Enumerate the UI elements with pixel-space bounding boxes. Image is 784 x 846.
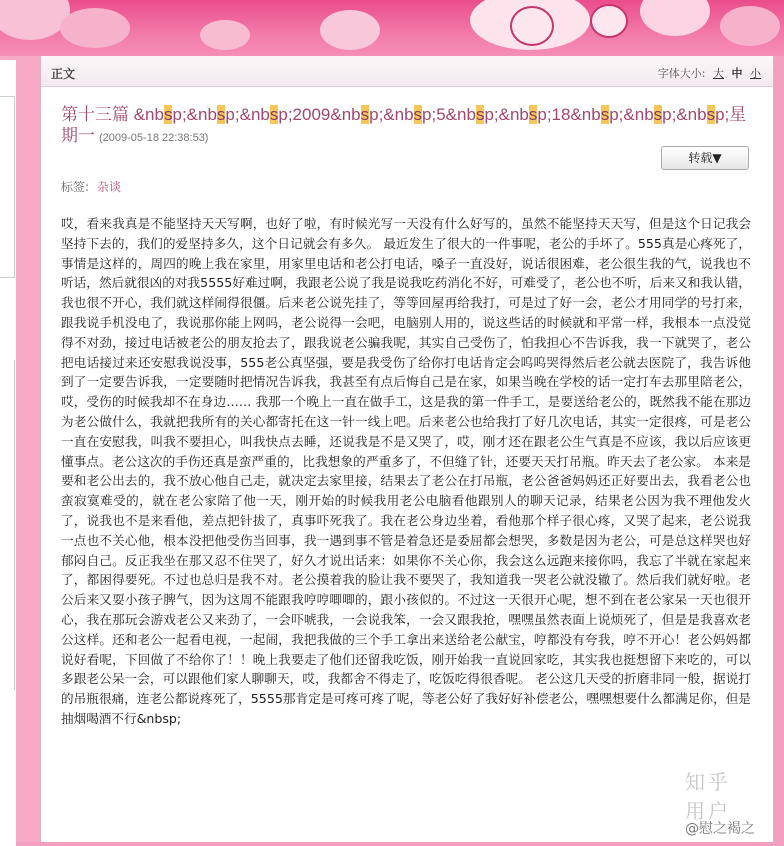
tags-label: 标签: (61, 180, 90, 194)
title-segment: p;&nb (609, 105, 654, 124)
title-segment: p;&nb (484, 105, 529, 124)
article-title (61, 104, 749, 149)
watermark (685, 770, 755, 838)
article-container (40, 56, 773, 842)
font-size-label: 字体大小: (657, 67, 706, 80)
title-highlight: s (706, 105, 716, 124)
font-size-small-link[interactable]: 小 (750, 67, 761, 80)
font-size-medium-link[interactable]: 中 (731, 67, 743, 80)
title-highlight: s (600, 105, 610, 124)
title-segment: p;星期一 (61, 105, 747, 145)
title-highlight: s (413, 105, 423, 124)
sidebar-module (0, 96, 15, 278)
title-segment: p;18&nb (537, 105, 601, 124)
title-segment: p;2009&nb (278, 105, 361, 124)
title-segment: p;5&nb (422, 105, 476, 124)
title-segment: p;&nb (662, 105, 707, 124)
title-segment: p;&nb (172, 105, 217, 124)
post-timestamp: (2009-05-18 22:38:53) (99, 132, 209, 144)
font-size-large-link[interactable]: 大 (713, 67, 724, 80)
title-highlight: s (360, 105, 370, 124)
section-label: 正文 (51, 67, 76, 81)
sidebar-module (0, 360, 15, 690)
title-highlight: s (475, 105, 485, 124)
article-toolbar (41, 56, 773, 87)
watermark-handle: @慰之褐之 (685, 821, 755, 837)
watermark-site: 知乎用户 (685, 770, 731, 823)
right-sidebar-strip (773, 56, 784, 842)
repost-button[interactable]: 转载▼ (661, 146, 749, 170)
tag-link[interactable]: 杂谈 (97, 180, 122, 194)
title-highlight: s (163, 105, 173, 124)
title-highlight: s (653, 105, 663, 124)
article-content (61, 104, 751, 726)
title-highlight: s (216, 105, 226, 124)
title-highlight: s (269, 105, 279, 124)
left-sidebar-panel (0, 60, 16, 846)
font-size-control (658, 65, 761, 81)
header-banner (0, 0, 784, 56)
title-segment: p;&nb (369, 105, 414, 124)
article-body: 哎，看来我真是不能坚持天天写啊，也好了啦，有时候光写一天没有什么好写的，虽然不能坚持天天写，但是这个日记我会坚持下去的，我们的爱坚持多久，这个日记就会有多久。 最近发生了很大的一件事呢，老公的手坏了。555真是心疼死了，事情是这样的，周四的晚上我在家里，用家里电话和老公打电话，嗓子一直没好，说话很困难，老公很生我的气，说我也不听话，然后就很凶的对我5555好难过啊，我跟老公说了我是说我吃药消化不好，可难受了，老公也不听，后来又和我认错，我也很不开心，我们就这样闹得很僵。后来老公说先挂了，等等回屋再给我打，可是过了好一会，老公才用同学的号打来，跟我说手机没电了，我说那你能上网吗，老公说得一会吧，电脑别人用的，说这些话的时候就和平常一样，我根本一点没觉得不对劲，接过电话被老公的朋友抢去了，跟我说老公骗我呢，其实自己受伤了，怕我担心不告诉我，我一下就哭了，老公把电话接过来还安慰我说没事，555老公真坚强，要是我受伤了给你打电话肯定会呜呜哭得然后老公就去医院了，我告诉他到了一定要告诉我，一定要随时把情况告诉我，我甚至有点后悔自己是在家，如果当晚在学校的话一定打车去那里陪老公，哎，受伤的时候我却不在身边…… 我那一个晚上一直在做手工，这是我的第一件手工，是要送给老公的，既然我不能在那边为老公做什么，我就把我所有的关心都寄托在这一针一线上吧。后来老公也给我打了好几次电话，其实一定很疼，可是老公一直在安慰我，叫我不要担心，叫我快点去睡，还说我是不是又哭了，哎，刚才还在跟老公生气真是不应该，我以后应该更懂事点。老公这次的手伤还真是蛮严重的，比我想象的严重多了，不但缝了针，还要天天打吊瓶。昨天去了老公家。 本来是要和老公出去的，我不放心他自己走，就决定去家里接，结果去了老公在打吊瓶，老公爸爸妈妈还正好要出去，我看老公也蛮寂寞难受的，就在老公家陪了他一天，刚开始的时候我用老公电脑看他跟别人的聊天记录，结果老公因为我不理他发火了，说我也不是来看他，差点把针拔了，真事吓死我了。我在老公身边坐着，看他那个样子很心疼，又哭了起来，老公说我一点也不关心他，根本没把他受伤当回事，我一遇到事不管是着急还是委屈都会想哭，多数是因为老公，可是总这样哭也好郁闷自己。反正我坐在那又忍不住哭了，好久才说出话来：如果你不关心你，我会这么远跑来接你吗，我忘了半就在家起来了，都困得要死。不过也总归是我不对。老公摸着我的脸让我不要哭了，我知道我一哭老公就没辙了。然后我们就好啦。老公后来又耍小孩子脾气，因为这周不能跟我哼哼唧唧的，跟小孩似的。不过这一天很开心呢，想不到在老公家呆一天也很开心，我在那玩会游戏老公又来劲了，一会吓唬我，一会说我笨，一会又跟我抢，嘿嘿虽然表面上说烦死了，但是是我喜欢老公这样。还和老公一起看电视，一起闹，我把我做的三个手工拿出来送给老公献宝，哼都没有夸我，哼不开心！老公妈妈都说好看呢，下回做了不给你了！！晚上我要走了他们还留我吃饭，刚开始我一直说回家吃，其实我也挺想留下来吃的，可以多跟老公呆一会，可以跟他们家人聊聊天，哎，我都舍不得走了，吃饭吃得很香呢。 老公这几天受的折磨非同一般，据说打的吊瓶很痛，连老公都说疼死了，5555那肯定是可疼可疼了呢，等老公好了我好好补偿老公，嘿嘿想要什么都满足你，但是抽烟喝酒不行&nbsp; (61, 216, 751, 726)
tags-row (61, 178, 121, 195)
title-highlight: s (528, 105, 538, 124)
title-segment: 第十三篇 &nb (61, 105, 164, 124)
title-segment: p;&nb (225, 105, 270, 124)
